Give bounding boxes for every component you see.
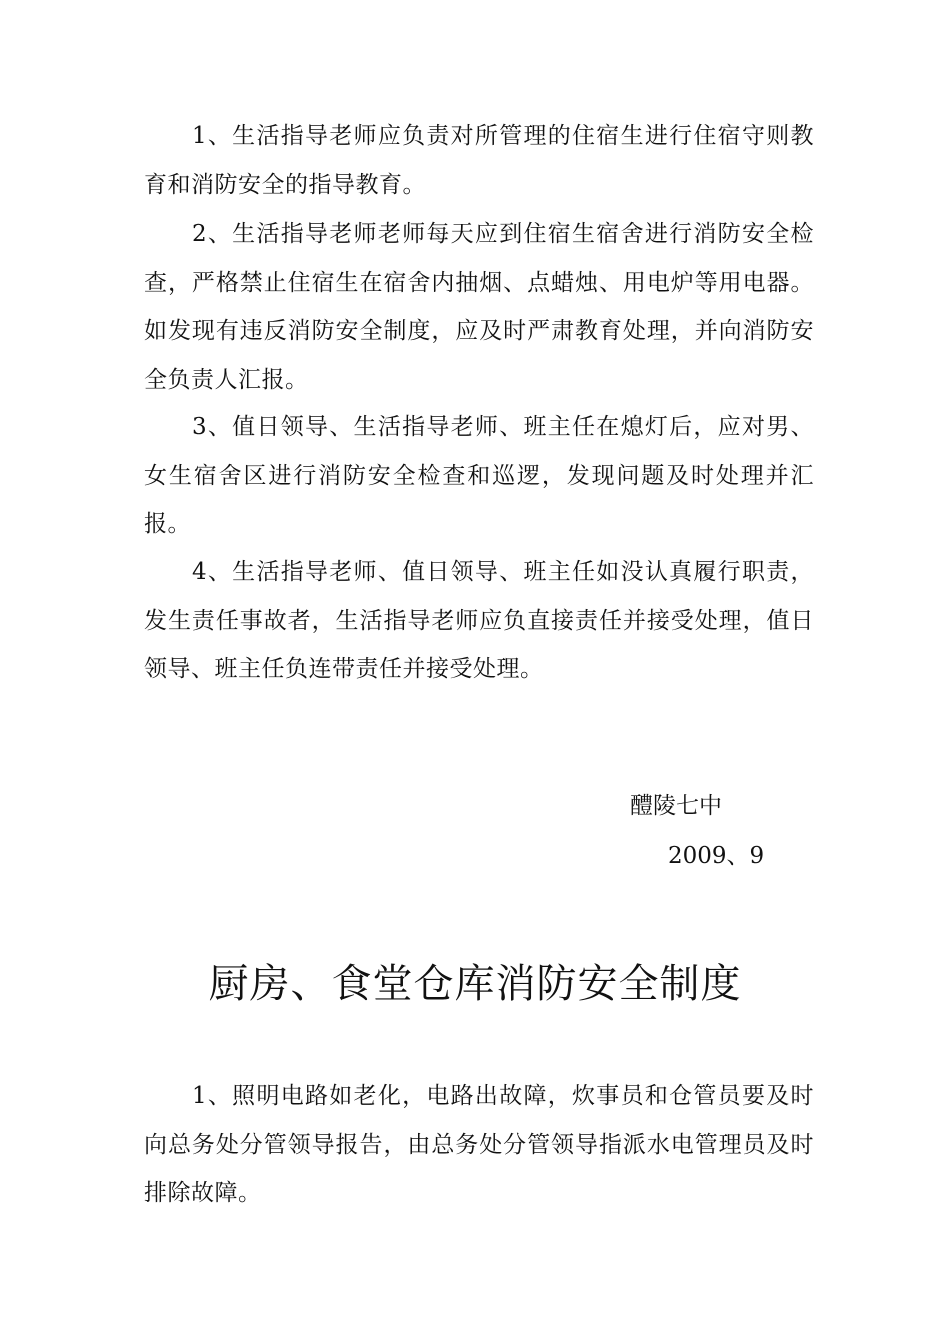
section-title: 厨房、食堂仓库消防安全制度 [208,961,742,1007]
kitchen-rule-paragraph-1: 1、照明电路如老化，电路出故障，炊事员和仓管员要及时向总务处分管领导报告，由总务处分管领导指派水电管理员及时排除故障。 [144,1083,814,1206]
signature-organization: 醴陵七中 [630,793,722,819]
rule-paragraph-3: 3、值日领导、生活指导老师、班主任在熄灯后，应对男、女生宿舍区进行消防安全检查和巡逻，发现问题及时处理并汇报。 [144,414,814,537]
rule-paragraph-1: 1、生活指导老师应负责对所管理的住宿生进行住宿守则教育和消防安全的指导教育。 [144,123,814,198]
signature-date: 2009、9 [668,843,765,869]
rule-paragraph-4: 4、生活指导老师、值日领导、班主任如没认真履行职责，发生责任事故者，生活指导老师应负直接责任并接受处理，值日领导、班主任负连带责任并接受处理。 [144,559,814,682]
rule-paragraph-2: 2、生活指导老师老师每天应到住宿生宿舍进行消防安全检查，严格禁止住宿生在宿舍内抽烟、点蜡烛、用电炉等用电器。如发现有违反消防安全制度，应及时严肃教育处理，并向消防安全负责人汇报。 [144,221,814,393]
